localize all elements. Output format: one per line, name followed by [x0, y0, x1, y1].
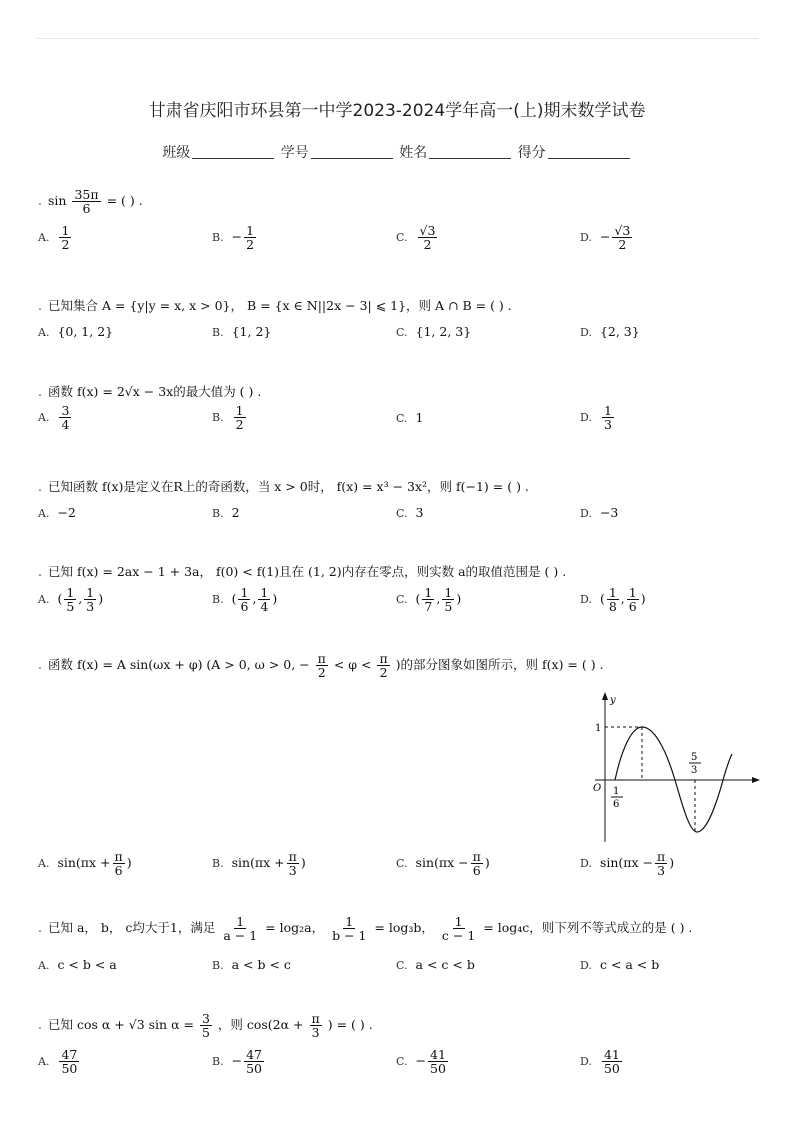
x-tick-5-3-numerator: 5 — [691, 752, 698, 763]
x-axis-arrow — [752, 777, 760, 783]
id-label: 学号 — [280, 145, 309, 161]
option-b[interactable]: B. ( $\frac{1}{6}$ , $\frac{1}{4}$ ) — [212, 585, 278, 615]
question-stem: . 函数 f(x) = A sin(ωx + φ) (A > 0, ω > 0, − $\frac{\pi}{2}$ < φ < $\frac{\pi}{2}$ )的部分图象如图所示，则 f(x) = ( ) . — [38, 651, 604, 681]
peak-value-label: 1 — [595, 723, 602, 734]
option-a[interactable]: A. $\frac{1}{2}$ — [38, 223, 70, 253]
option-a[interactable]: A. −2 — [38, 505, 76, 520]
question-stem: . 函数 f(x) = 2√x − 3x的最大值为 ( ) . — [38, 384, 262, 399]
option-b[interactable]: B. {1, 2} — [212, 324, 272, 339]
name-blank[interactable] — [429, 144, 511, 159]
option-b[interactable]: B. − $\frac{47}{50}$ — [212, 1047, 262, 1077]
option-b[interactable]: B. $\frac{1}{2}$ — [212, 403, 244, 433]
option-a[interactable]: A. sin(πx + $\frac{\pi}{6}$ ) — [38, 849, 132, 879]
question-stem: . 已知 f(x) = 2ax − 1 + 3a， f(0) < f(1)且在 (1, 2)内存在零点，则实数 a的取值范围是 ( ) . — [38, 564, 567, 579]
option-a[interactable]: A. {0, 1, 2} — [38, 324, 114, 339]
y-axis-label: y — [610, 695, 616, 706]
option-b[interactable]: B. − $\frac{1}{2}$ — [212, 223, 255, 253]
option-d[interactable]: D. $\frac{41}{50}$ — [580, 1047, 620, 1077]
score-blank[interactable] — [548, 144, 630, 159]
x-tick-1-6-denominator: 6 — [613, 799, 620, 810]
option-c[interactable]: C. a < c < b — [396, 957, 475, 972]
option-c[interactable]: C. $\frac{√3}{2}$ — [396, 223, 436, 253]
option-c[interactable]: C. sin(πx − $\frac{\pi}{6}$ ) — [396, 849, 490, 879]
origin-label: O — [593, 783, 602, 794]
option-d[interactable]: D. $\frac{1}{3}$ — [580, 403, 612, 433]
option-b[interactable]: B. sin(πx + $\frac{\pi}{3}$ ) — [212, 849, 306, 879]
option-a[interactable]: A. ( $\frac{1}{5}$ , $\frac{1}{3}$ ) — [38, 585, 104, 615]
option-a[interactable]: A. $\frac{47}{50}$ — [38, 1047, 78, 1077]
option-d[interactable]: D. sin(πx − $\frac{\pi}{3}$ ) — [580, 849, 675, 879]
option-a[interactable]: A. c < b < a — [38, 957, 117, 972]
question-stem: . 已知 a， b， c均大于1，满足 $\frac{1}{a - 1}$ = log₂a， $\frac{1}{b - 1}$ = log₃b， $\frac{1}{c - 1}$ = log₄c，则下列不等式成立的是 ( ) . — [38, 914, 693, 944]
student-info-line — [0, 142, 794, 162]
score-label: 得分 — [517, 145, 546, 161]
option-c[interactable]: C. 3 — [396, 505, 424, 520]
option-c[interactable]: C. − $\frac{41}{50}$ — [396, 1047, 446, 1077]
class-blank[interactable] — [192, 144, 274, 159]
question-stem: . 已知集合 A = {y|y = x, x > 0}， B = {x ∈ N||2x − 3| ⩽ 1}，则 A ∩ B = ( ) . — [38, 298, 512, 313]
option-d[interactable]: D. ( $\frac{1}{8}$ , $\frac{1}{6}$ ) — [580, 585, 646, 615]
option-c[interactable]: C. ( $\frac{1}{7}$ , $\frac{1}{5}$ ) — [396, 585, 462, 615]
option-c[interactable]: C. {1, 2, 3} — [396, 324, 472, 339]
name-label: 姓名 — [399, 145, 428, 161]
question-stem: . 已知函数 f(x)是定义在R上的奇函数，当 x > 0时， f(x) = x³ − 3x²，则 f(−1) = ( ) . — [38, 479, 529, 494]
class-label: 班级 — [162, 145, 191, 161]
option-b[interactable]: B. 2 — [212, 505, 240, 520]
x-tick-1-6-numerator: 1 — [613, 786, 620, 797]
option-d[interactable]: D. c < a < b — [580, 957, 660, 972]
question-stem: . sin $\frac{35\pi}{6}$ = ( ) . — [38, 187, 143, 217]
top-rule — [36, 38, 758, 39]
question-stem: . 已知 cos α + √3 sin α = $\frac{3}{5}$ ，则 cos(2α + $\frac{\pi}{3}$ ) = ( ) . — [38, 1011, 373, 1041]
option-d[interactable]: D. {2, 3} — [580, 324, 640, 339]
y-axis-arrow — [602, 692, 608, 700]
option-a[interactable]: A. $\frac{3}{4}$ — [38, 403, 70, 433]
option-c[interactable]: C. 1 — [396, 410, 424, 425]
x-tick-5-3-denominator: 3 — [691, 765, 698, 776]
exam-title: 甘肃省庆阳市环县第一中学2023-2024学年高一(上)期末数学试卷 — [148, 101, 646, 121]
sine-graph-figure — [585, 690, 760, 845]
option-d[interactable]: D. − $\frac{√3}{2}$ — [580, 223, 631, 253]
id-blank[interactable] — [311, 144, 393, 159]
option-d[interactable]: D. −3 — [580, 505, 619, 520]
option-b[interactable]: B. a < b < c — [212, 957, 291, 972]
